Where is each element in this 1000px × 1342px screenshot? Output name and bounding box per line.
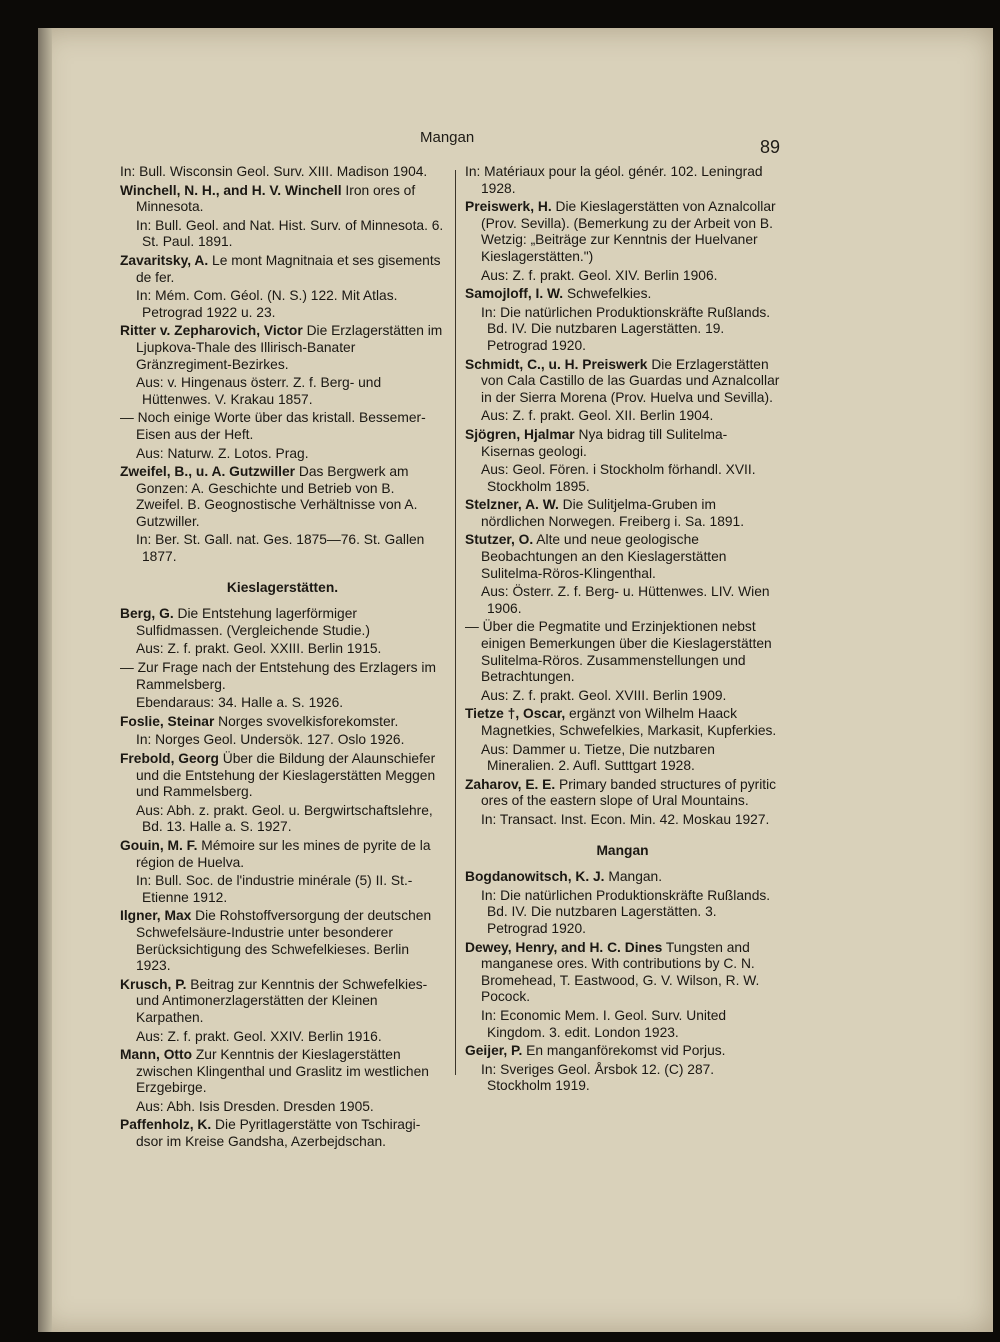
entry-title: In: Matériaux pour la géol. génér. 102. Leningrad 1928. bbox=[465, 164, 763, 196]
entry-source: In: Economic Mem. I. Geol. Surv. United Kingdom. 3. edit. London 1923. bbox=[481, 1007, 727, 1040]
entry-author: Berg, G. bbox=[120, 606, 174, 622]
column-divider bbox=[455, 170, 456, 1075]
entry-title: Beitrag zur Kenntnis der Schwefelkies- und Antimonerzlagerstätten der Kleinen Karpathen. bbox=[136, 976, 428, 1025]
entry-source: Aus: Abh. z. prakt. Geol. u. Bergwirtschaftslehre, Bd. 13. Halle a. S. 1927. bbox=[136, 802, 433, 835]
bibliography-entry bbox=[120, 1047, 445, 1097]
page-gutter bbox=[38, 28, 52, 1332]
entry-source: Aus: v. Hingenaus österr. Z. f. Berg- und Hüttenwes. V. Krakau 1857. bbox=[136, 375, 382, 407]
entry-title: Schwefelkies. bbox=[563, 286, 652, 302]
entry-author: Zavaritsky, A. bbox=[120, 252, 209, 268]
entry-source: Aus: Dammer u. Tietze, Die nutzbaren Mineralien. 2. Aufl. Sutttgart 1928. bbox=[481, 741, 715, 774]
entry-source: In: Sveriges Geol. Årsbok 12. (C) 287. Stockholm 1919. bbox=[481, 1061, 715, 1094]
bibliography-entry bbox=[465, 869, 780, 886]
section-heading-kieslagerstaetten: Kieslagerstätten. bbox=[226, 579, 339, 595]
bibliography-entry bbox=[120, 838, 445, 871]
entry-title: Über die Bildung der Alaunschiefer und die Entstehung der Kieslagerstätten Meggen und Rammelsberg. bbox=[136, 751, 436, 800]
entry-title: Zur Kenntnis der Kieslagerstätten zwischen Klingenthal und Graslitz im westlichen Erzgebirge. bbox=[136, 1047, 429, 1096]
bibliography-entry bbox=[465, 497, 780, 530]
entry-source: Aus: Z. f. prakt. Geol. XII. Berlin 1904. bbox=[481, 408, 714, 424]
entry-author: Gouin, M. F. bbox=[120, 837, 198, 853]
entry-source: Ebendaraus: 34. Halle a. S. 1926. bbox=[136, 695, 344, 711]
entry-title: Das Bergwerk am Gonzen: A. Geschichte und Betrieb von B. Zweifel. B. Geognostische Verhältnisse von A. Gutzwiller. bbox=[136, 464, 418, 529]
running-head: Mangan bbox=[420, 129, 475, 146]
entry-source: Aus: Z. f. prakt. Geol. XVIII. Berlin 1909. bbox=[481, 687, 727, 703]
entry-author: Ilgner, Max bbox=[120, 908, 192, 924]
left-entries bbox=[120, 164, 445, 566]
entry-author: Stelzner, A. W. bbox=[465, 497, 559, 513]
bibliography-entry bbox=[120, 751, 445, 801]
entry-title: Primary banded structures of pyritic ores of the eastern slope of Ural Mountains. bbox=[481, 776, 777, 809]
right-entries-2 bbox=[465, 869, 780, 1095]
bibliography-entry bbox=[120, 464, 445, 530]
bibliography-entry bbox=[120, 606, 445, 639]
entry-author: Krusch, P. bbox=[120, 976, 187, 992]
entry-title: Die Sulitjelma-Gruben im nördlichen Norwegen. Freiberg i. Sa. 1891. bbox=[481, 497, 745, 529]
entry-title: In: Bull. Wisconsin Geol. Surv. XIII. Madison 1904. bbox=[120, 164, 428, 179]
entry-author: Paffenholz, K. bbox=[120, 1117, 212, 1133]
entry-title: En manganförekomst vid Porjus. bbox=[522, 1043, 726, 1059]
entry-title: Nya bidrag till Sulitelma-Kisernas geologi. bbox=[481, 426, 728, 459]
bibliography-entry bbox=[120, 1117, 445, 1150]
entry-source: In: Transact. Inst. Econ. Min. 42. Moskau 1927. bbox=[481, 811, 770, 827]
entry-title: Le mont Magnitnaia et ses gisements de fer. bbox=[136, 252, 441, 285]
entry-title: Tungsten and manganese ores. With contributions by C. N. Bromehead, T. Eastwood, G. V. Wilson, R. W. Pocock. bbox=[481, 939, 760, 1005]
entry-source: In: Bull. Geol. and Nat. Hist. Surv. of Minnesota. 6. St. Paul. 1891. bbox=[136, 217, 444, 250]
bibliography-entry bbox=[120, 164, 445, 181]
entry-source: Aus: Österr. Z. f. Berg- u. Hüttenwes. LIV. Wien 1906. bbox=[481, 584, 770, 616]
bibliography-entry bbox=[465, 619, 780, 685]
entry-author: Samojloff, I. W. bbox=[465, 286, 564, 302]
entry-author: Frebold, Georg bbox=[120, 751, 219, 766]
bibliography-entry bbox=[465, 706, 780, 739]
bibliography-entry bbox=[465, 532, 780, 582]
bibliography-entry bbox=[120, 323, 445, 373]
entry-source: Aus: Geol. Fören. i Stockholm förhandl. XVII. Stockholm 1895. bbox=[481, 462, 756, 494]
entry-title: Die Entstehung lagerförmiger Sulfidmassen. (Vergleichende Studie.) bbox=[136, 606, 370, 638]
entry-source: Aus: Z. f. prakt. Geol. XXIII. Berlin 1915. bbox=[136, 641, 382, 657]
entry-author: Mann, Otto bbox=[120, 1047, 193, 1063]
entry-title: Die Erzlagerstätten im Ljupkova-Thale des Illirisch-Banater Gränzregiment-Bezirkes. bbox=[136, 323, 443, 372]
entry-title: ergänzt von Wilhelm Haack Magnetkies, Schwefelkies, Markasit, Kupferkies. bbox=[481, 706, 777, 738]
section-heading-mangan: Mangan bbox=[596, 842, 649, 858]
entry-title: — Über die Pegmatite und Erzinjektionen nebst einigen Bemerkungen über die Kieslagerstätten Sulitelma-Röros. Zusammenstellungen und Betrachtungen. bbox=[465, 619, 772, 685]
entry-author: Dewey, Henry, and H. C. Dines bbox=[465, 939, 663, 955]
entry-author: Foslie, Steinar bbox=[120, 713, 215, 729]
entry-author: Ritter v. Zepharovich, Victor bbox=[120, 323, 303, 339]
right-entries bbox=[465, 164, 780, 829]
entry-author: Schmidt, C., u. H. Preiswerk bbox=[465, 356, 648, 372]
bibliography-entry bbox=[120, 977, 445, 1027]
entry-source: In: Bull. Soc. de l'industrie minérale (5) II. St.-Etienne 1912. bbox=[136, 873, 413, 905]
entry-source: In: Die natürlichen Produktionskräfte Rußlands. Bd. IV. Die nutzbaren Lagerstätten. 3. Petrograd 1920. bbox=[481, 887, 771, 936]
entry-author: Winchell, N. H., and H. V. Winchell bbox=[120, 182, 342, 198]
bibliography-entry bbox=[465, 286, 780, 303]
bibliography-entry bbox=[120, 183, 445, 216]
entry-source: In: Ber. St. Gall. nat. Ges. 1875—76. St. Gallen 1877. bbox=[136, 532, 425, 565]
bibliography-entry bbox=[120, 410, 445, 443]
bibliography-entry bbox=[465, 1043, 780, 1060]
entry-author: Tietze †, Oscar, bbox=[465, 706, 566, 722]
bibliography-entry bbox=[465, 164, 780, 197]
bibliography-entry bbox=[120, 253, 445, 286]
bibliography-entry bbox=[465, 199, 780, 265]
left-column bbox=[120, 164, 445, 1153]
bibliography-entry bbox=[465, 777, 780, 810]
left-entries-2 bbox=[120, 606, 445, 1150]
entry-source: In: Mém. Com. Géol. (N. S.) 122. Mit Atlas. Petrograd 1922 u. 23. bbox=[136, 288, 398, 320]
entry-title: Die Rohstoffversorgung der deutschen Schwefelsäure-Industrie unter besonderer Berücksichtigung des Schwefelkieses. Berlin 1923. bbox=[136, 908, 432, 974]
entry-source: Aus: Z. f. prakt. Geol. XIV. Berlin 1906. bbox=[481, 267, 718, 283]
entry-title: Die Kieslagerstätten von Aznalcollar (Prov. Sevilla). (Bemerkung zu der Arbeit von B. Wetzig: „Beiträge zur Kenntnis der Huelvaner Kieslagerstätten.") bbox=[481, 199, 776, 264]
entry-title: Alte und neue geologische Beobachtungen an den Kieslagerstätten Sulitelma-Röros-Klingenthal. bbox=[481, 532, 727, 581]
entry-source: In: Die natürlichen Produktionskräfte Rußlands. Bd. IV. Die nutzbaren Lagerstätten. 19. Petrograd 1920. bbox=[481, 304, 771, 353]
entry-title: — Noch einige Worte über das kristall. Bessemer-Eisen aus der Heft. bbox=[120, 410, 426, 442]
entry-title: Mémoire sur les mines de pyrite de la région de Huelva. bbox=[136, 837, 431, 870]
bibliography-entry bbox=[120, 660, 445, 693]
entry-title: Die Pyritlagerstätte von Tschiragi-dsor im Kreise Gandsha, Azerbejdschan. bbox=[136, 1117, 421, 1150]
entry-author: Preiswerk, H. bbox=[465, 199, 552, 215]
entry-author: Zaharov, E. E. bbox=[465, 776, 556, 792]
entry-source: Aus: Abh. Isis Dresden. Dresden 1905. bbox=[136, 1098, 374, 1114]
bibliography-entry bbox=[120, 908, 445, 974]
page-number: 89 bbox=[760, 137, 781, 157]
entry-author: Bogdanowitsch, K. J. bbox=[465, 869, 605, 885]
entry-author: Geijer, P. bbox=[465, 1043, 523, 1059]
entry-title: Mangan. bbox=[604, 869, 663, 885]
right-column bbox=[465, 164, 780, 1097]
bibliography-entry bbox=[465, 940, 780, 1006]
bibliography-entry bbox=[120, 714, 445, 731]
entry-source: Aus: Naturw. Z. Lotos. Prag. bbox=[136, 445, 309, 461]
bibliography-entry bbox=[465, 427, 780, 460]
entry-source: In: Norges Geol. Undersök. 127. Oslo 1926. bbox=[136, 732, 405, 748]
entry-author: Zweifel, B., u. A. Gutzwiller bbox=[120, 464, 296, 480]
entry-title: — Zur Frage nach der Entstehung des Erzlagers im Rammelsberg. bbox=[120, 660, 436, 692]
entry-title: Norges svovelkisforekomster. bbox=[214, 713, 399, 729]
entry-author: Stutzer, O. bbox=[465, 532, 534, 548]
entry-author: Sjögren, Hjalmar bbox=[465, 426, 575, 442]
bibliography-entry bbox=[465, 357, 780, 407]
entry-source: Aus: Z. f. prakt. Geol. XXIV. Berlin 1916. bbox=[136, 1028, 382, 1044]
entry-title: Iron ores of Minnesota. bbox=[136, 182, 416, 215]
entry-title: Die Erzlagerstätten von Cala Castillo de las Guardas und Aznalcollar in der Sierra Morena (Prov. Huelva und Sevilla). bbox=[481, 356, 780, 405]
